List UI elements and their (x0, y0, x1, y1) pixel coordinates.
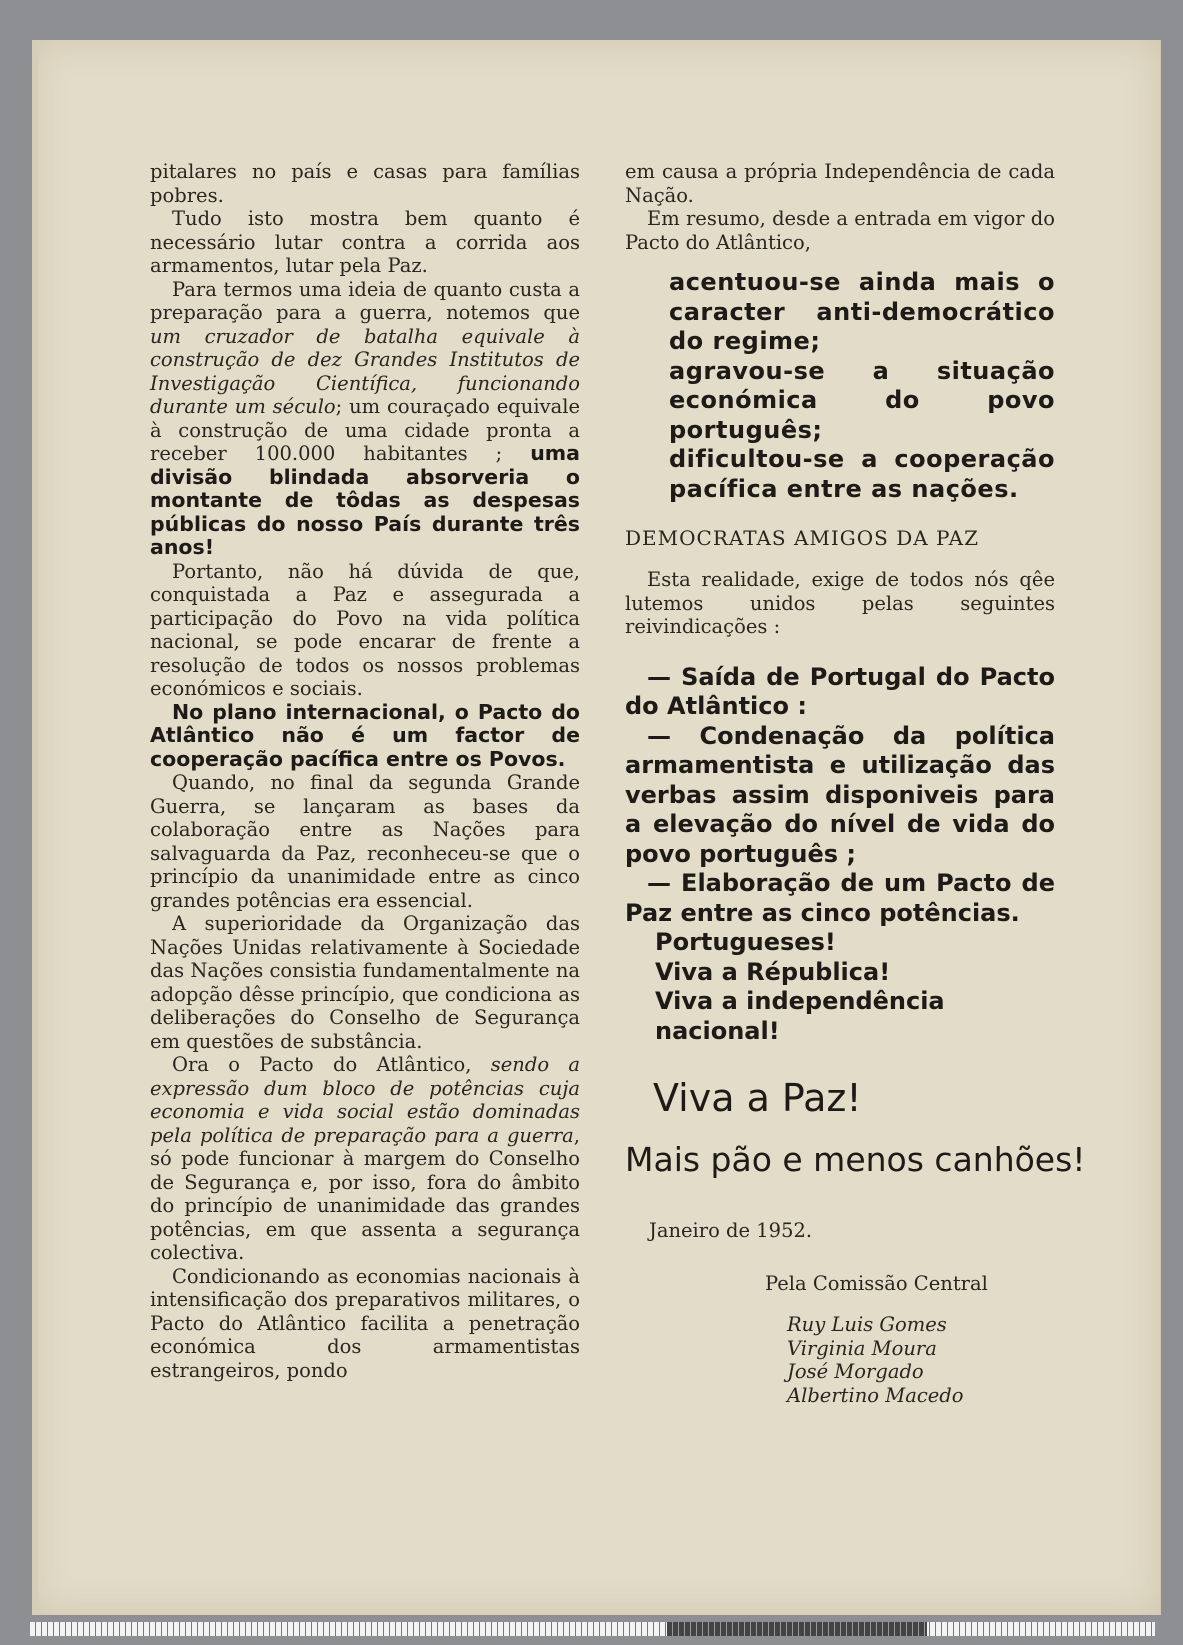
demand-item: — Condenação da política armamentista e utilização das verbas assim disponiveis para a elevação do nível de vida do povo português ; (625, 721, 1055, 868)
slogan-bread: Mais pão e menos canhões! (625, 1140, 1086, 1179)
signatures (787, 1313, 1055, 1407)
paragraph: Tudo isto mostra bem quanto é necessário lutar contra a corrida aos armamentos, lutar pela Paz. (150, 207, 580, 277)
viva-line: Viva a Républica! (655, 957, 891, 986)
signature-name: José Morgado (787, 1360, 924, 1383)
left-column (150, 160, 580, 1382)
summary-list (669, 268, 1055, 504)
summary-item: acentuou-se ainda mais o caracter anti-democrático do regime; (669, 268, 1055, 355)
text-span: ; um couraçado equivale à construção de uma cidade pronta a receber 100.000 habitantes ; (150, 395, 581, 465)
commission-label: Pela Comissão Central (765, 1272, 988, 1295)
paragraph: pitalares no país e casas para famílias pobres. (150, 160, 580, 207)
paragraph: em causa a própria Independência de cada Nação. (625, 160, 1055, 207)
section-heading: DEMOCRATAS AMIGOS DA PAZ (625, 526, 980, 550)
paragraph: Portanto, não há dúvida de que, conquistada a Paz e assegurada a participação do Povo na vida política nacional, se pode encarar de frente a resolução de todos os nossos problemas económicos e sociais. (150, 559, 580, 700)
viva-line: Viva a independência nacional! (655, 987, 945, 1045)
signature-name: Albertino Macedo (787, 1383, 964, 1407)
summary-item: dificultou-se a cooperação pacífica entre as nações. (669, 445, 1055, 503)
scale-bar-dark-segment (667, 1622, 927, 1636)
text-span: Ora o Pacto do Atlântico, (172, 1053, 491, 1076)
text-span: , só pode funcionar à margem do Conselho de Segurança e, por isso, fora do âmbito do princípio de unanimidade das grandes potências, em que assenta a segurança colectiva. (150, 1123, 580, 1264)
paragraph-armament-cost (150, 278, 580, 560)
paragraph: Quando, no final da segunda Grande Guerra, se lançaram as bases da colaboração entre as Nações para salvaguarda da Paz, reconheceu-se que o princípio da unanimidade entre as cinco grandes potências era essencial. (150, 771, 580, 912)
paragraph: Esta realidade, exige de todos nós qêe lutemos unidos pelas seguintes reivindicações : (625, 568, 1055, 638)
slogan-peace: Viva a Paz! (653, 1076, 862, 1120)
vivas-list (625, 928, 1055, 1046)
paragraph: Condicionando as economias nacionais à intensificação dos preparativos militares, o Pacto do Atlântico facilita a penetração económica dos armamentistas estrangeiros, pondo (150, 1264, 580, 1382)
date: Janeiro de 1952. (649, 1219, 813, 1242)
demand-item: — Saída de Portugal do Pacto do Atlântico : (625, 662, 1055, 720)
signature-name: Virginia Moura (787, 1336, 937, 1360)
page-edge (32, 40, 38, 1615)
paragraph: A superioridade da Organização das Nações Unidas relativamente à Sociedade das Nações consistia fundamentalmente na adopção dêsse princípio, que condiciona as deliberações do Conselho de Segurança em questões de substância. (150, 912, 580, 1053)
signature-name: Ruy Luis Gomes (787, 1313, 947, 1336)
text-span: Para termos uma ideia de quanto custa a preparação para a guerra, notemos que (150, 277, 580, 324)
bold-span: uma divisão blindada absorveria o montante de tôdas as despesas públicas do nosso País durante três anos! (150, 441, 580, 559)
demand-item: — Elaboração de um Pacto de Paz entre as cinco potências. (625, 869, 1055, 927)
paragraph-atlantic-pact (150, 1053, 580, 1265)
italic-span: sendo a expressão dum bloco de potências cuja economia e vida social estão dominadas pela política de preparação para a guerra (150, 1053, 580, 1147)
bold-paragraph: No plano internacional, o Pacto do Atlântico não é um factor de cooperação pacífica entre os Povos. (150, 699, 580, 771)
summary-item: agravou-se a situação económica do povo português; (669, 356, 1055, 444)
viva-line: Portugueses! (655, 928, 836, 956)
right-column (625, 160, 1086, 1407)
paragraph: Em resumo, desde a entrada em vigor do Pacto do Atlântico, (625, 207, 1055, 254)
scan-scale-bar (30, 1622, 1155, 1636)
demands-list (625, 663, 1055, 929)
italic-span: um cruzador de batalha equivale à construção de dez Grandes Institutos de Investigação Científica, funcionando durante um século (150, 324, 580, 418)
